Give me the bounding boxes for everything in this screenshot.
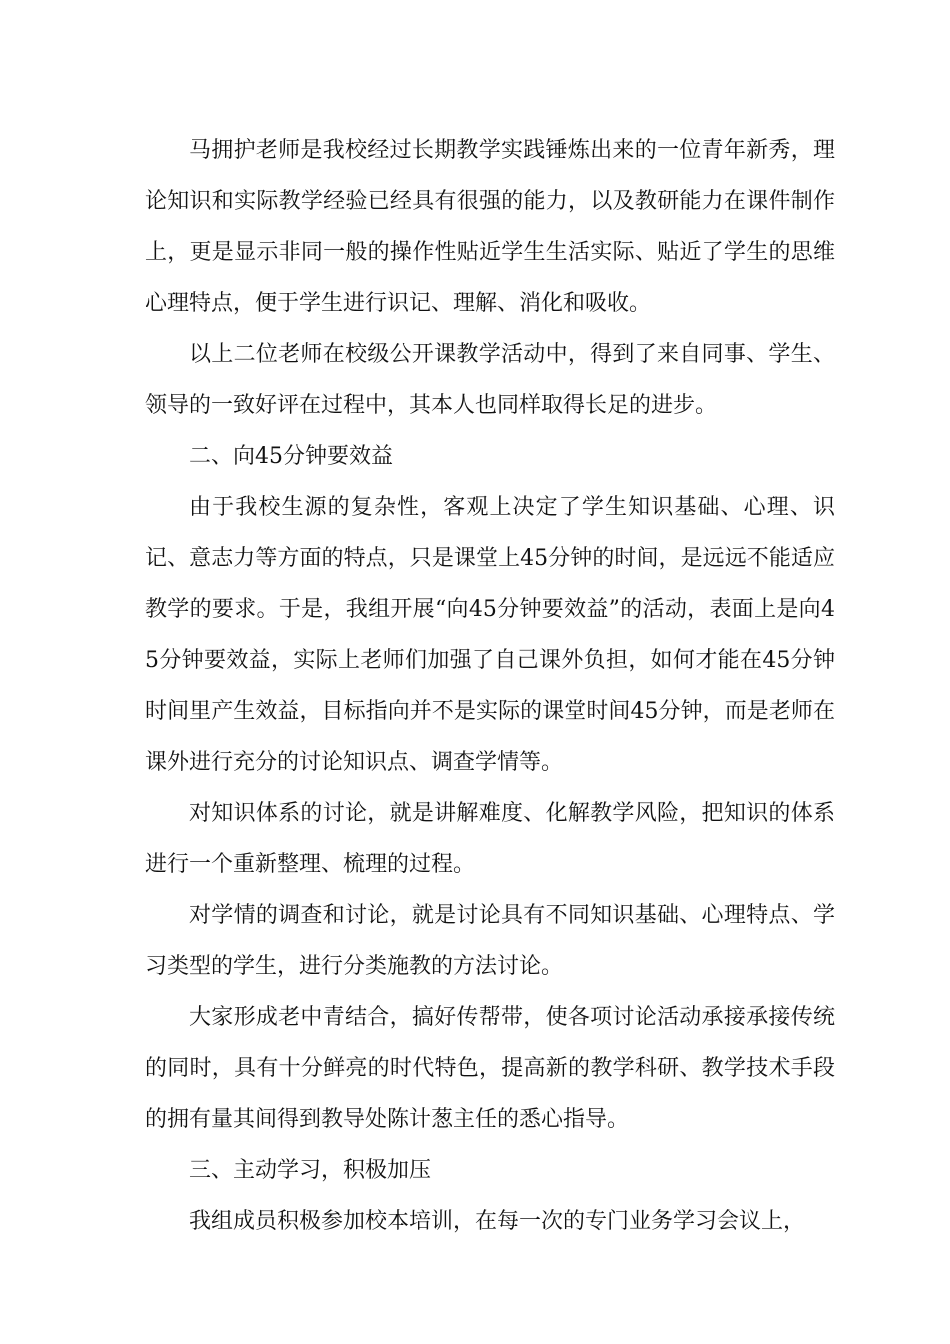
paragraph-student-survey: 对学情的调查和讨论，就是讨论具有不同知识基础、心理特点、学习类型的学生，进行分类施教的方法讨论。 — [145, 903, 835, 979]
paragraph-mentoring: 大家形成老中青结合，搞好传帮带，使各项讨论活动承接承接传统的同时，具有十分鲜亮的时代特色，提高新的教学科研、教学技术手段的拥有量其间得到教导处陈计葱主任的悉心指导。 — [145, 1005, 835, 1132]
section-heading-45-minutes: 二、向45分钟要效益 — [189, 444, 393, 469]
paragraph-45-minutes: 由于我校生源的复杂性，客观上决定了学生知识基础、心理、识记、意志力等方面的特点，只是课堂上45分钟的时间，是远远不能适应教学的要求。于是，我组开展“向45分钟要效益”的活动，表面上是向45分钟要效益，实际上老师们加强了自己课外负担，如何才能在45分钟时间里产生效益，目标指向并不是实际的课堂时间45分钟，而是老师在课外进行充分的讨论知识点、调查学情等。 — [145, 495, 835, 775]
paragraph-public-lesson-review: 以上二位老师在校级公开课教学活动中，得到了来自同事、学生、领导的一致好评在过程中，其本人也同样取得长足的进步。 — [145, 342, 835, 418]
document-body — [145, 125, 835, 1247]
paragraph-school-training: 我组成员积极参加校本培训，在每一次的专门业务学习会议上， — [189, 1209, 806, 1234]
paragraph-knowledge-system: 对知识体系的讨论，就是讲解难度、化解教学风险，把知识的体系进行一个重新整理、梳理的过程。 — [145, 801, 835, 877]
paragraph-teacher-ma: 马拥护老师是我校经过长期教学实践锤炼出来的一位青年新秀，理论知识和实际教学经验已经具有很强的能力，以及教研能力在课件制作上，更是显示非同一般的操作性贴近学生生活实际、贴近了学生的思维心理特点，便于学生进行识记、理解、消化和吸收。 — [145, 138, 835, 316]
section-heading-active-learning: 三、主动学习，积极加压 — [189, 1158, 432, 1183]
